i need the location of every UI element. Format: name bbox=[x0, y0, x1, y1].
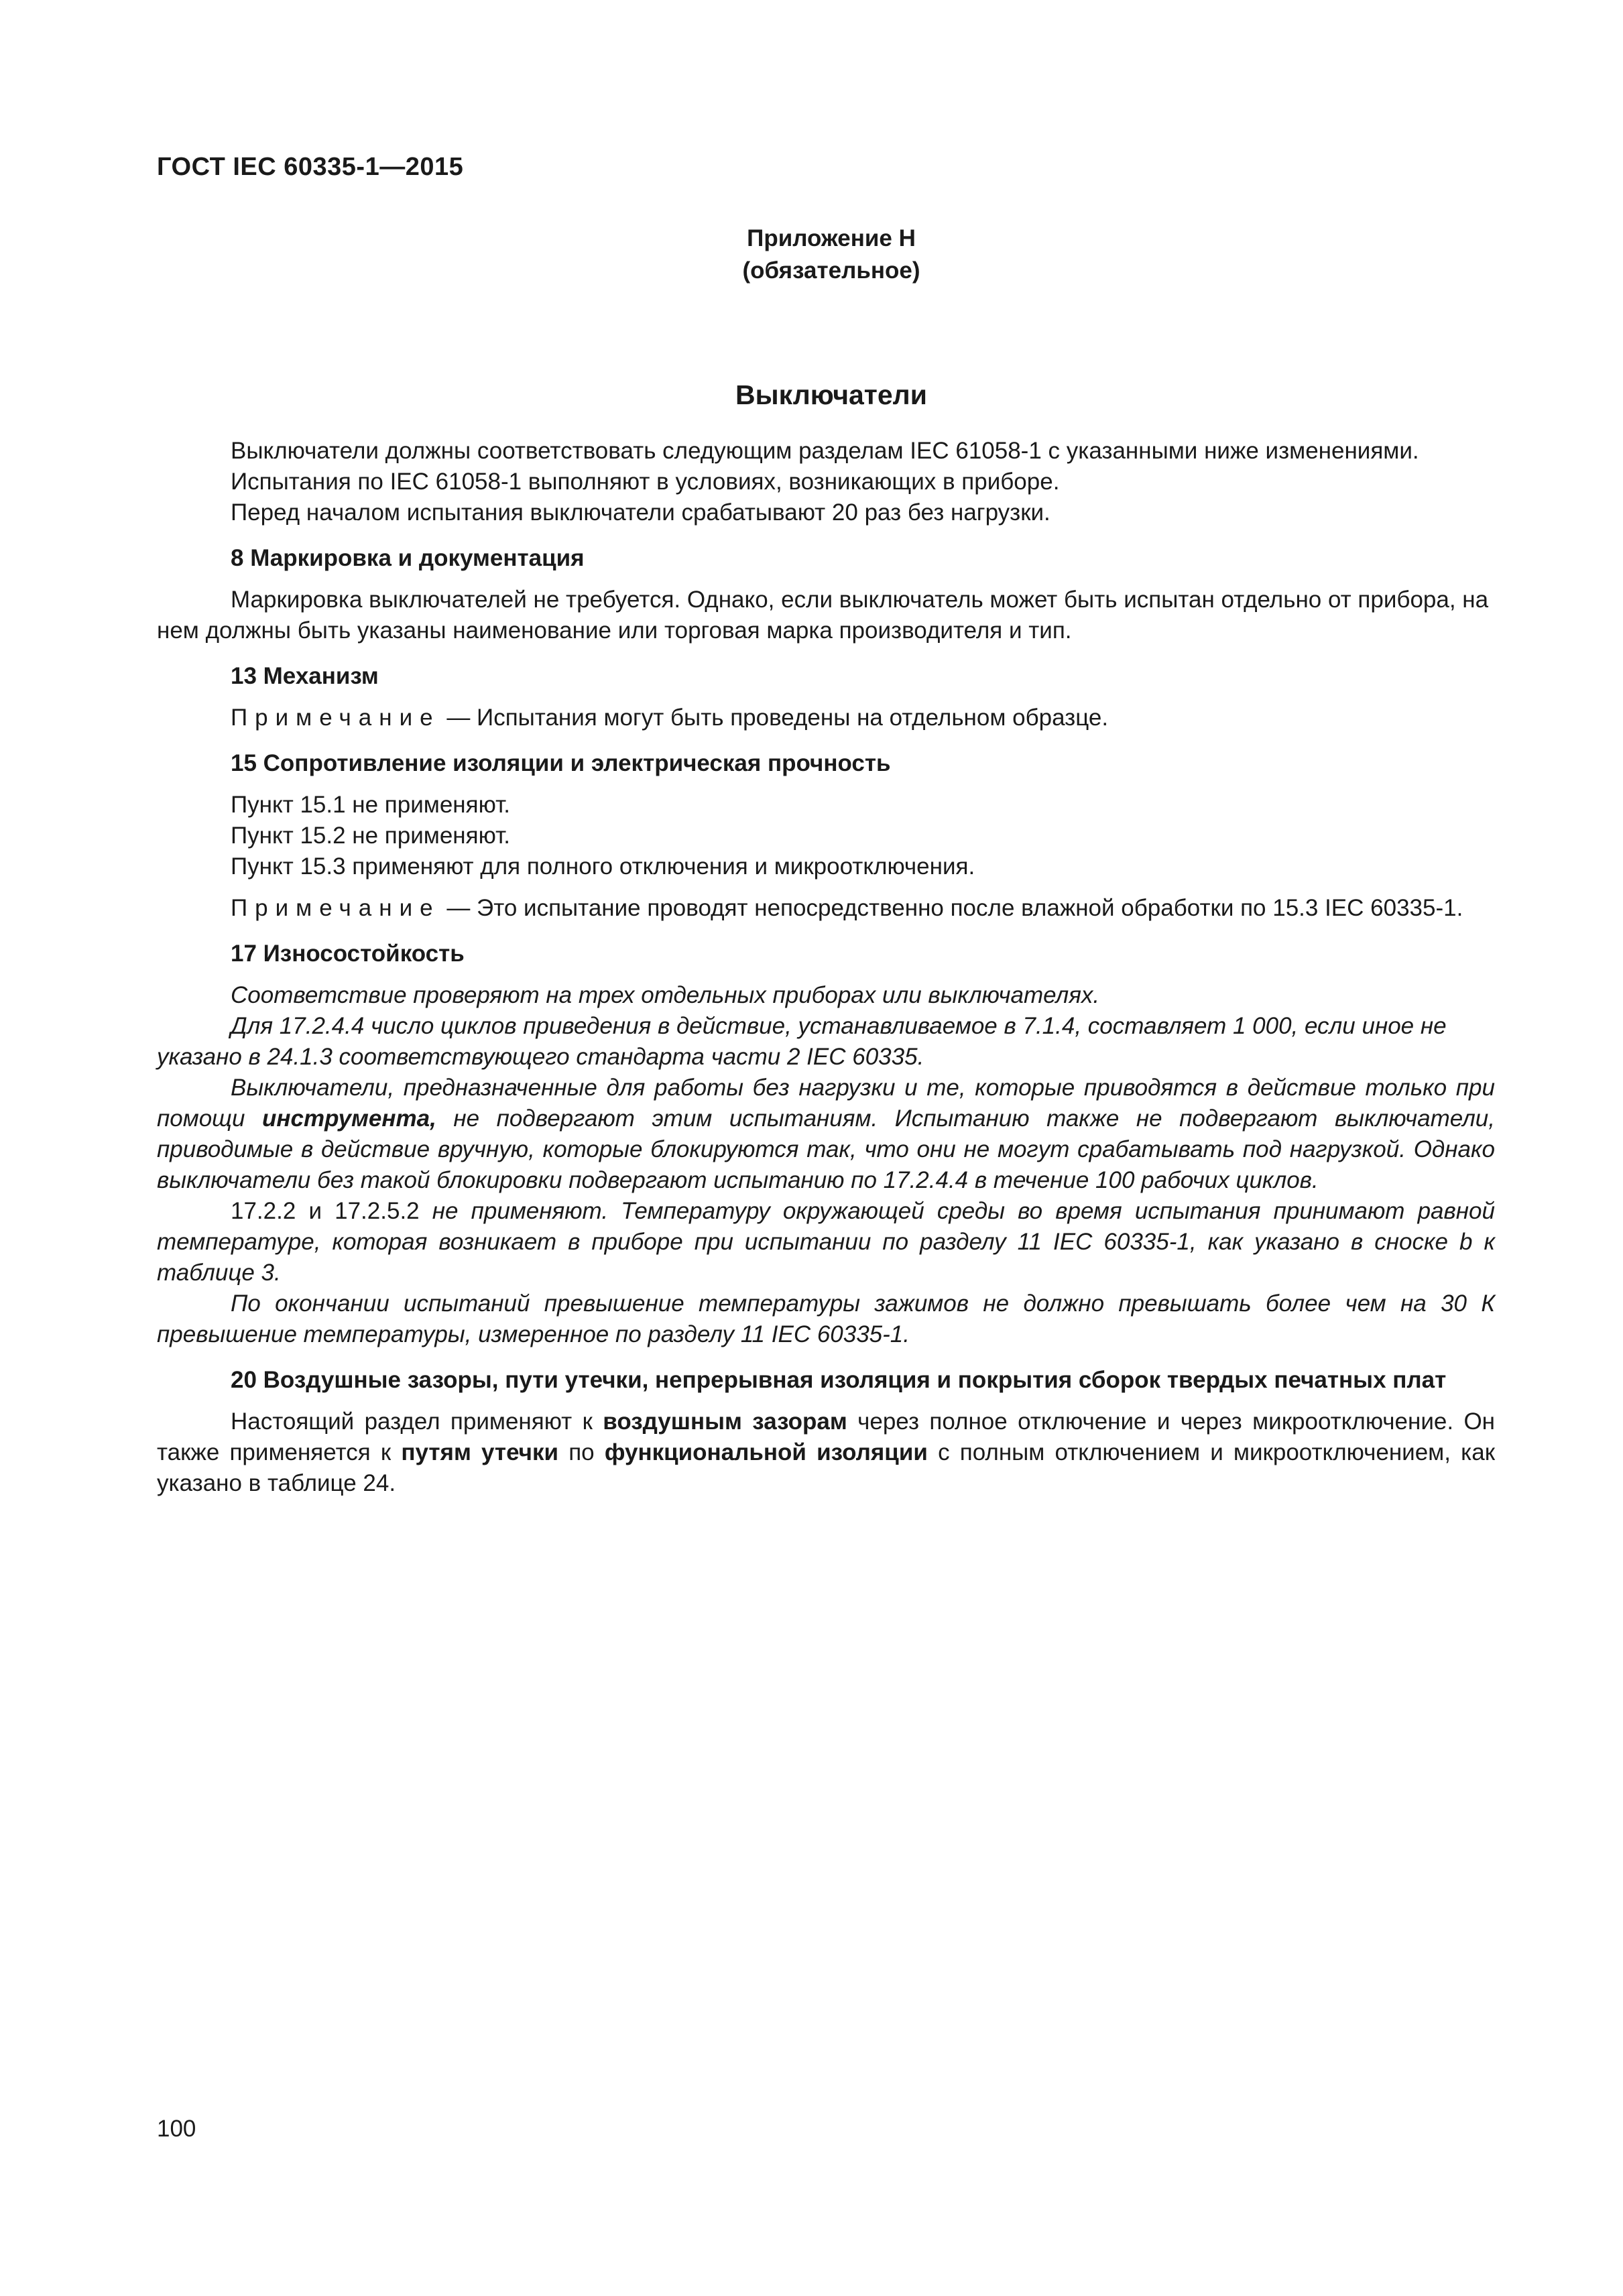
section-title: Выключатели bbox=[735, 379, 927, 410]
clause-17-paragraph: По окончании испытаний превышение температуры зажимов не должно превышать более чем на 30 К превышение температуры, измеренное по разделу 11 IEC 60335-1. bbox=[157, 1290, 1495, 1347]
annex-status: (обязательное) bbox=[742, 257, 920, 284]
text-run: по bbox=[558, 1439, 605, 1465]
defined-term: воздушным зазорам bbox=[603, 1408, 847, 1435]
intro-paragraph: Испытания по IEC 61058-1 выполняют в условиях, возникающих в приборе. bbox=[231, 469, 1060, 495]
annex-title: Приложение Н bbox=[747, 225, 916, 251]
clause-15-note bbox=[157, 893, 1495, 924]
clause-17-paragraph: Соответствие проверяют на трех отдельных приборах или выключателях. bbox=[231, 982, 1100, 1008]
note-label: Примечание bbox=[231, 705, 440, 731]
clause-20-heading: 20 Воздушные зазоры, пути утечки, непрерывная изоляция и покрытия сборок твердых печатных плат bbox=[231, 1367, 1447, 1393]
note-text: — Это испытание проводят непосредственно после влажной обработки по 15.3 IEC 60335-1. bbox=[440, 895, 1463, 921]
text-run: Настоящий раздел применяют к bbox=[231, 1408, 603, 1435]
clause-8-heading: 8 Маркировка и документация bbox=[231, 545, 585, 571]
clause-20-text bbox=[157, 1406, 1495, 1499]
clause-reference: 17.2.2 и 17.2.5.2 bbox=[231, 1198, 432, 1224]
intro-paragraph: Перед началом испытания выключатели срабатывают 20 раз без нагрузки. bbox=[231, 499, 1050, 526]
clause-17-paragraph bbox=[157, 1196, 1495, 1288]
clause-17-heading: 17 Износостойкость bbox=[231, 941, 465, 967]
clause-13-note bbox=[157, 703, 1495, 733]
text-run: через полное отключение и через микроотключение. Он также применяется к bbox=[157, 1408, 1495, 1465]
page-number: 100 bbox=[157, 2116, 196, 2142]
clause-17-paragraph: Для 17.2.4.4 число циклов приведения в действие, устанавливаемое в 7.1.4, составляет 1 000, если иное не указано в 24.1.3 соответствующего стандарта части 2 IEC 60335. bbox=[157, 1013, 1447, 1070]
text-run: не применяют. Температуру окружающей среды во время испытания принимают равной температуре, которая возникает в приборе при испытании по разделу 11 IEC 60335-1, как указано в сноске b к таблице 3. bbox=[157, 1198, 1495, 1286]
clause-17-paragraph bbox=[157, 1073, 1495, 1196]
clause-15-heading: 15 Сопротивление изоляции и электрическая прочность bbox=[231, 750, 891, 776]
text-run: не подвергают этим испытаниям. Испытанию также не подвергают выключатели, приводимые в действие вручную, которые блокируются так, что они не могут срабатывать под нагрузкой. Однако выключатели без такой блокировки подвергают испытанию по 17.2.4.4 в течение 100 рабочих циклов. bbox=[157, 1105, 1495, 1193]
note-text: — Испытания могут быть проведены на отдельном образце. bbox=[440, 705, 1109, 731]
text-run: с полным отключением и микроотключением, как указано в таблице 24. bbox=[157, 1439, 1496, 1496]
document-body bbox=[157, 436, 1495, 1499]
defined-term: функциональной изоляции bbox=[604, 1439, 928, 1465]
clause-15-item: Пункт 15.3 применяют для полного отключения и микроотключения. bbox=[231, 853, 975, 880]
document-header: ГОСТ IEC 60335-1—2015 bbox=[157, 153, 464, 181]
clause-15-item: Пункт 15.1 не применяют. bbox=[231, 792, 510, 818]
defined-term: путям утечки bbox=[401, 1439, 559, 1465]
note-label: Примечание bbox=[231, 895, 440, 921]
clause-8-text: Маркировка выключателей не требуется. Однако, если выключатель может быть испытан отдельно от прибора, на нем должны быть указаны наименование или торговая марка производителя и тип. bbox=[157, 587, 1489, 644]
defined-term: инструмента, bbox=[261, 1105, 436, 1132]
clause-15-item: Пункт 15.2 не применяют. bbox=[231, 823, 510, 849]
clause-13-heading: 13 Механизм bbox=[231, 663, 379, 689]
intro-paragraph: Выключатели должны соответствовать следующим разделам IEC 61058-1 с указанными ниже изменениями. bbox=[231, 438, 1419, 464]
text-run: Выключатели, предназначенные для работы без нагрузки и те, которые приводятся в действие только при помощи bbox=[157, 1075, 1495, 1132]
